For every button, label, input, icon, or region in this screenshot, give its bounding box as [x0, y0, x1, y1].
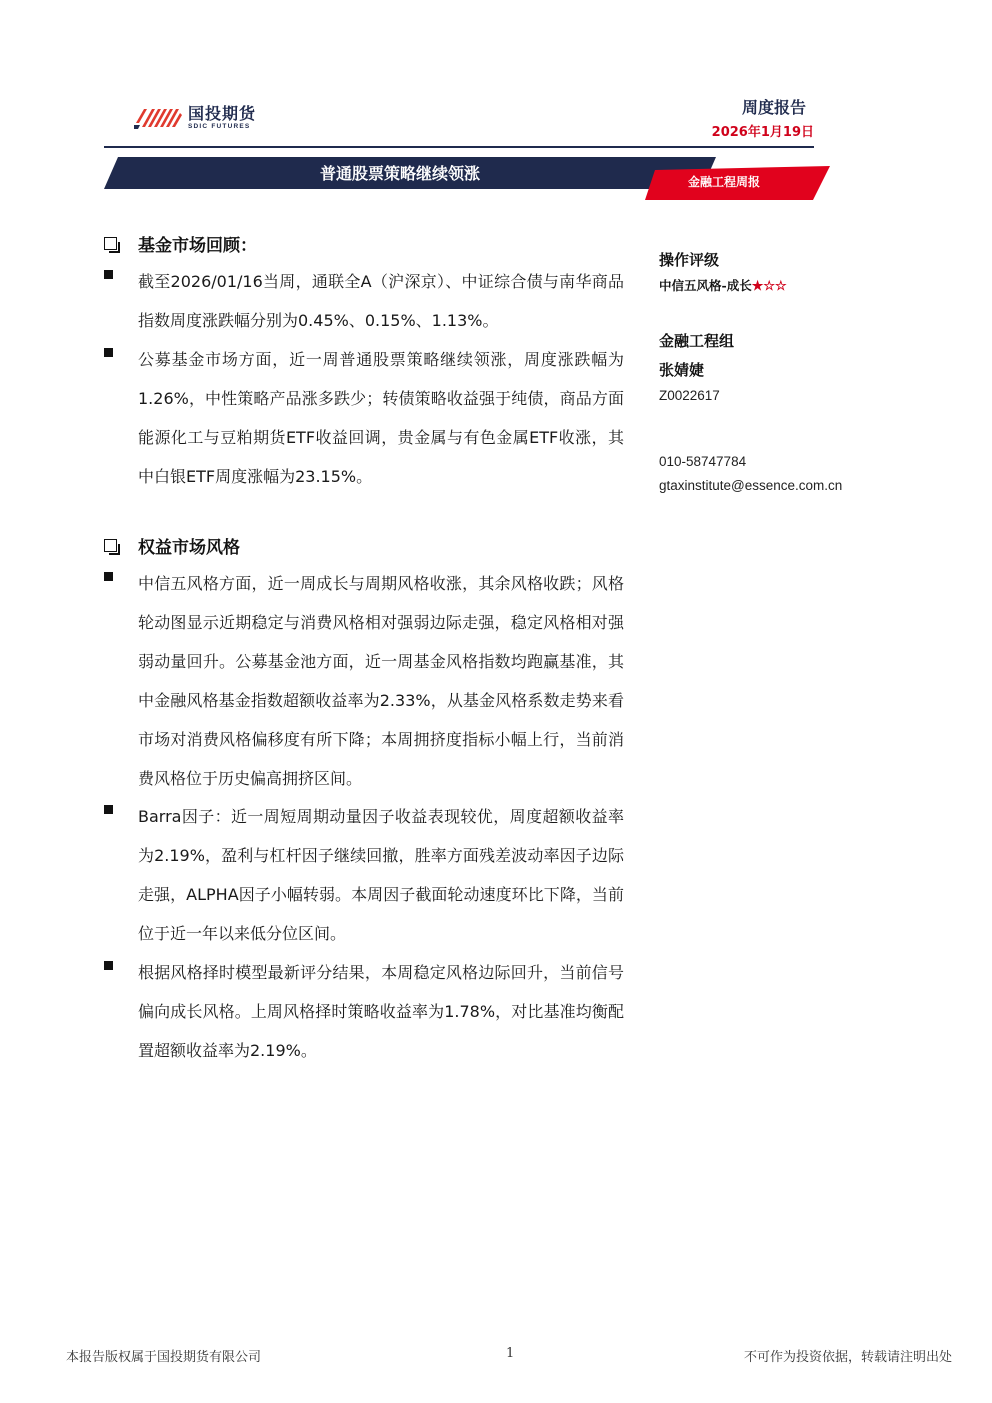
bullet-square-icon — [104, 348, 113, 357]
rating-title: 操作评级 — [659, 251, 720, 269]
report-date: 2026年1月19日 — [711, 125, 814, 140]
checkbox-icon — [104, 539, 117, 552]
section-heading-fund-market — [104, 231, 257, 256]
list-item-text: 公募基金市场方面，近一周普通股票策略继续领涨，周度涨跌幅为1.26%，中性策略产品涨多跌少；转债策略收益强于纯债，商品方面能源化工与豆粕期货ETF收益回调，贵金属与有色金属ETF收涨，其中白银ETF周度涨幅为23.15%。 — [138, 350, 624, 486]
section-title: 权益市场风格 — [138, 538, 240, 558]
list-item — [104, 953, 624, 1070]
bullet-square-icon — [104, 805, 113, 814]
logo-english-name: SDIC FUTURES — [188, 122, 251, 130]
section-heading-equity-style — [104, 533, 240, 558]
bullet-square-icon — [104, 572, 113, 581]
list-item-text: 中信五风格方面，近一周成长与周期风格收涨，其余风格收跌；风格轮动图显示近期稳定与消费风格相对强弱边际走强，稳定风格相对强弱动量回升。公募基金池方面，近一周基金风格指数均跑赢基准，其中金融风格基金指数超额收益率为2.33%，从基金风格系数走势来看市场对消费风格偏移度有所下降；本周拥挤度指标小幅上行，当前消费风格位于历史偏高拥挤区间。 — [138, 574, 624, 788]
list-item-text: 根据风格择时模型最新评分结果，本周稳定风格边际回升，当前信号偏向成长风格。上周风格择时策略收益率为1.78%，对比基准均衡配置超额收益率为2.19%。 — [138, 963, 624, 1060]
list-item-text: 截至2026/01/16当周，通联全A（沪深京）、中证综合债与南华商品指数周度涨跌幅分别为0.45%、0.15%、1.13%。 — [138, 272, 624, 330]
contact-phone: 010-58747784 — [659, 454, 747, 469]
bullet-square-icon — [104, 961, 113, 970]
logo-mark-icon — [134, 105, 184, 131]
list-item-text: Barra因子：近一周短周期动量因子收益表现较优，周度超额收益率为2.19%，盈利与杠杆因子继续回撤，胜率方面残差波动率因子边际走强，ALPHA因子小幅转弱。本周因子截面轮动速度环比下降，当前位于近一年以来低分位区间。 — [138, 807, 624, 943]
list-item — [104, 564, 624, 798]
page-number: 1 — [506, 1346, 515, 1361]
category-tag-label: 金融工程周报 — [688, 175, 761, 189]
analyst-name: 张婧婕 — [659, 361, 705, 379]
list-item — [104, 340, 624, 496]
report-type: 周度报告 — [741, 98, 806, 117]
analyst-license: Z0022617 — [659, 388, 720, 403]
footer-copyright: 本报告版权属于国投期货有限公司 — [66, 1350, 262, 1365]
contact-email: gtaxinstitute@essence.com.cn — [659, 478, 843, 493]
company-logo — [134, 104, 256, 132]
bullet-square-icon — [104, 270, 113, 279]
team-name: 金融工程组 — [659, 332, 735, 350]
report-title: 普通股票策略继续领涨 — [319, 164, 480, 183]
checkbox-icon — [104, 237, 117, 250]
rating-text: 中信五风格-成长 — [659, 278, 752, 293]
header-rule — [104, 146, 814, 148]
logo-chinese-name: 国投期货 — [188, 103, 257, 123]
rating-line — [659, 276, 787, 294]
section-title: 基金市场回顾： — [138, 236, 257, 256]
rating-stars-icon: ★☆☆ — [751, 279, 787, 294]
list-item — [104, 797, 624, 953]
footer-disclaimer: 不可作为投资依据，转载请注明出处 — [743, 1350, 952, 1365]
list-item — [104, 262, 624, 340]
